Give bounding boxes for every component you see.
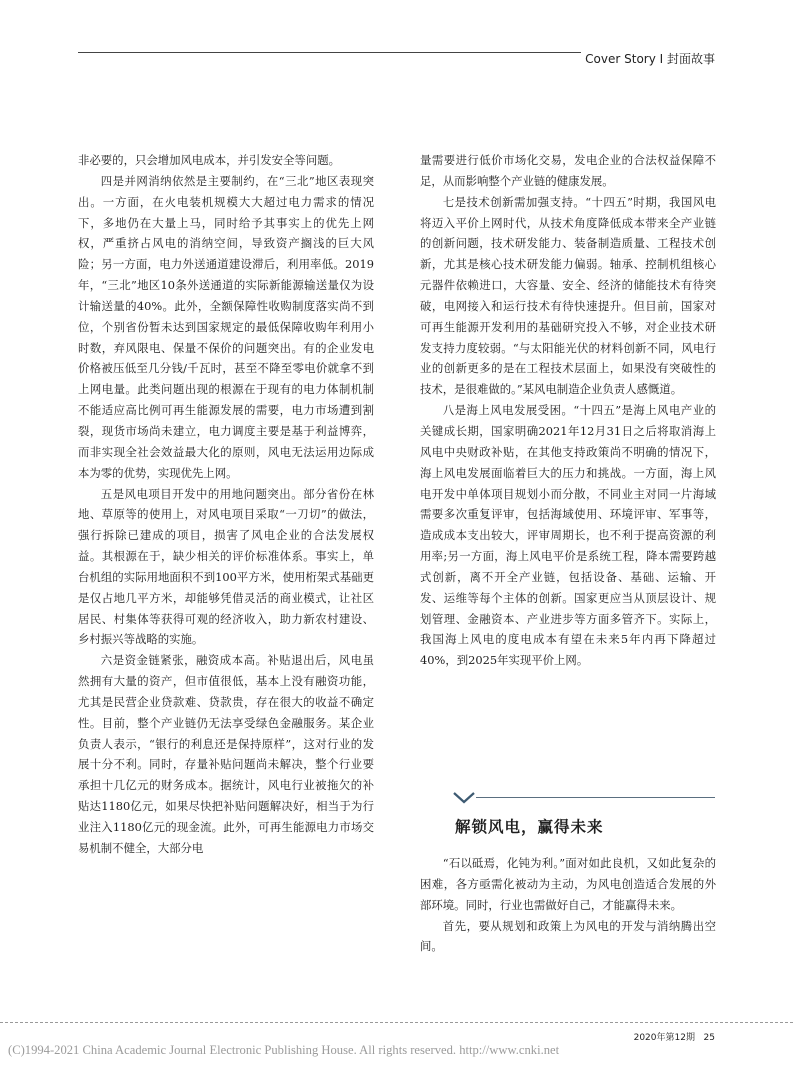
page-footer: [634, 1030, 715, 1043]
paragraph: 六是资金链紧张，融资成本高。补贴退出后，风电虽然拥有大量的资产，但市值很低，基本上没有融资功能，尤其是民营企业贷款难、贷款贵，存在很大的收益不确定性。目前，整个产业链仍无法享受绿色金融服务。某企业负责人表示，“银行的利息还是保持原样”，这对行业的发展十分不利。同时，存量补贴问题尚未解决，整个行业要承担十几亿元的财务成本。据统计，风电行业被拖欠的补贴达1180亿元，如果尽快把补贴问题解决好，相当于为行业注入1180亿元的现金流。此外，可再生能源电力市场交易机制不健全，大部分电: [78, 653, 374, 855]
paragraph: “石以砥焉，化钝为利。”面对如此良机，又如此复杂的困难，各方亟需化被动为主动，为风电创造适合发展的外部环境。同时，行业也需做好自己，才能赢得未来。: [420, 856, 716, 912]
paragraph: 七是技术创新需加强支持。“十四五”时期，我国风电将迈入平价上网时代，从技术角度降低成本带来全产业链的创新问题，技术研发能力、装备制造质量、工程技术创新，尤其是核心技术研发能力偏弱。轴承、控制机组核心元器件依赖进口，大容量、安全、经济的储能技术有待突破，电网接入和运行技术有待快速提升。但目前，国家对可再生能源开发利用的基础研究投入不够，对企业技术研发支持力度较弱。“与太阳能光伏的材料创新不同，风电行业的创新更多的是在工程技术层面上，如果没有突破性的技术，是很难做的。”某风电制造企业负责人感慨道。: [420, 194, 716, 397]
section-label: Cover Story I 封面故事: [581, 51, 715, 67]
footer-divider: [0, 1022, 793, 1023]
right-column: [420, 150, 716, 671]
paragraph: 非必要的，只会增加风电成本，并引发安全等问题。: [78, 153, 340, 167]
paragraph: 五是风电项目开发中的用地问题突出。部分省份在林地、草原等的使用上，对风电项目采取“一刀切”的做法，强行拆除已建成的项目，损害了风电企业的合法发展权益。其根源在于，缺少相关的评价标准体系。事实上，单台机组的实际用地面积不到100平方米，使用桁架式基础更是仅占地几平方米，却能够凭借灵活的商业模式，让社区居民、村集体等获得可观的经济收入，助力新农村建设、乡村振兴等战略的实施。: [78, 486, 374, 647]
right-column-section: [420, 853, 716, 957]
page-number: 25: [703, 1033, 715, 1043]
section-divider: [452, 797, 715, 798]
paragraph: 量需要进行低价市场化交易，发电企业的合法权益保障不足，从而影响整个产业链的健康发展。: [420, 153, 716, 188]
paragraph: 四是并网消纳依然是主要制约，在“三北”地区表现突出。一方面，在火电装机规模大大超过电力需求的情况下，多地仍在大量上马，同时给予其事实上的优先上网权，严重挤占风电的消纳空间，导致资产搁浅的巨大风险；另一方面，电力外送通道建设滞后，利用率低。2019年，“三北”地区10条外送通道的实际新能源输送量仅为设计输送量的40%。此外，全额保障性收购制度落实尚不到位，个别省份暂未达到国家规定的最低保障收购年利用小时数，弃风限电、保量不保价的问题突出。有的企业发电价格被压低至几分钱/千瓦时，甚至不降至零电价就拿不到上网电量。此类问题出现的根源在于现有的电力体制机制不能适应高比例可再生能源发展的需要，电力市场遭到割裂，现货市场尚未建立，电力调度主要是基于利益博弈，而非实现全社会效益最大化的原则，风电无法运用边际成本为零的优势，实现优先上网。: [78, 173, 374, 480]
paragraph: 八是海上风电发展受困。“十四五”是海上风电产业的关键成长期，国家明确2021年12月31日之后将取消海上风电中央财政补贴，在其他支持政策尚不明确的情况下，海上风电发展面临着巨大的压力和挑战。一方面，海上风电开发中单体项目规划小而分散，不同业主对同一片海域需要多次重复评审，包括海域使用、环境评审、军事等，造成成本支出较大，评审周期长，也不利于提高资源的利用率;另一方面，海上风电平价是系统工程，降本需要跨越式创新，离不开全产业链，包括设备、基础、运输、开发、运维等每个主体的创新。国家更应当从顶层设计、规划管理、金融资本、产业进步等方面多管齐下。实际上，我国海上风电的度电成本有望在未来5年内再下降超过40%，到2025年实现平价上网。: [420, 403, 716, 668]
paragraph: 首先，要从规划和政策上为风电的开发与消纳腾出空间。: [420, 918, 716, 954]
section-title: 解锁风电，赢得未来: [455, 818, 604, 836]
copyright-notice: (C)1994-2021 China Academic Journal Electronic Publishing House. All rights reserved. http://www.cnki.net: [8, 1043, 560, 1057]
chevron-down-icon: [452, 791, 476, 805]
left-column: [78, 150, 374, 859]
issue-label: 2020年第12期: [633, 1033, 695, 1043]
